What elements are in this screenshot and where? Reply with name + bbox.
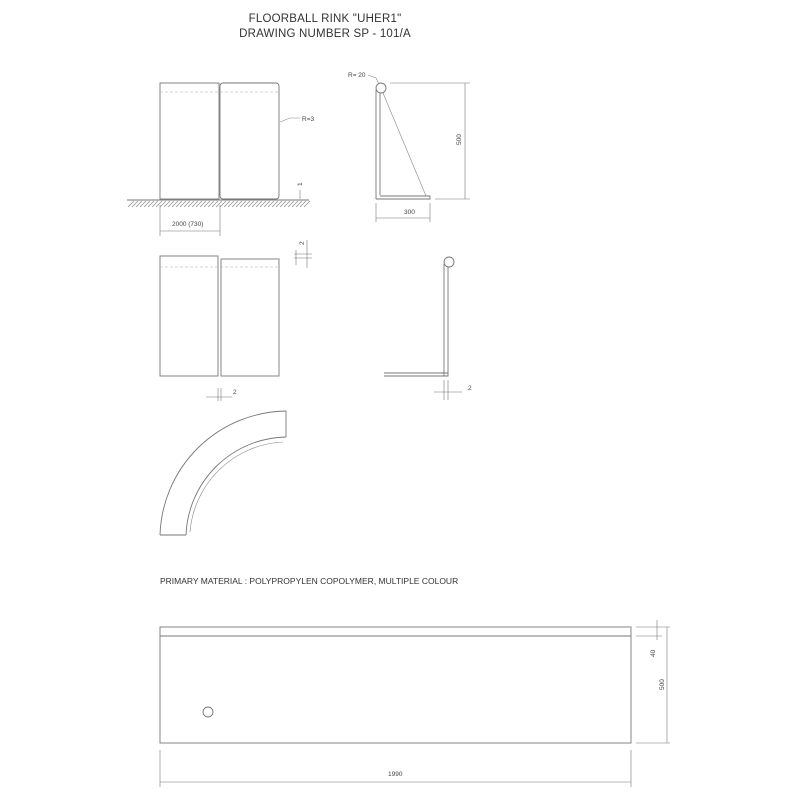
panel-gap-right — [221, 259, 279, 376]
front-view-panels — [127, 83, 314, 236]
long-panel-view — [160, 620, 670, 787]
drawing-number: DRAWING NUMBER SP - 101/A — [239, 28, 411, 40]
label-500-front: 500 — [659, 679, 666, 690]
label-r3: R=3 — [302, 116, 315, 123]
top-rail-circle — [376, 83, 386, 93]
drawing-title: FLOORBALL RINK "UHER1" — [248, 13, 402, 25]
leader-r3 — [280, 118, 300, 122]
panel-gap-view — [160, 240, 312, 401]
label-500-side: 500 — [456, 134, 463, 145]
profile-foot — [376, 196, 430, 199]
drain-hole — [203, 707, 213, 717]
label-300: 300 — [404, 209, 415, 216]
label-gap-2-middle: 2 — [233, 389, 237, 396]
label-40: 40 — [650, 649, 657, 657]
corner-arc-view — [160, 411, 286, 535]
floor-hatching — [128, 201, 310, 207]
panel-right — [220, 83, 279, 199]
label-gap-2-right: 2 — [468, 385, 472, 392]
panel-gap-left — [160, 256, 218, 376]
side-view-profile — [348, 72, 470, 222]
label-2000: 2000 (730) — [172, 221, 204, 228]
label-r20: R= 20 — [348, 72, 366, 79]
foot-base — [384, 373, 448, 376]
arc-outer — [160, 411, 286, 535]
side-view-foot — [384, 257, 472, 400]
material-note: PRIMARY MATERIAL : POLYPROPYLEN COPOLYMER, MULTIPLE COLOUR — [160, 576, 459, 586]
panel-left — [160, 83, 219, 199]
arc-inner — [186, 437, 286, 535]
label-gap-1: 1 — [297, 182, 304, 186]
leader-r20 — [368, 75, 379, 84]
foot-top-circle — [444, 257, 454, 267]
long-panel — [160, 627, 631, 743]
label-gap-2-top: 2 — [299, 241, 306, 245]
arc-inner-edge — [190, 442, 283, 532]
support-strut — [383, 93, 426, 196]
label-1990: 1990 — [388, 771, 403, 778]
